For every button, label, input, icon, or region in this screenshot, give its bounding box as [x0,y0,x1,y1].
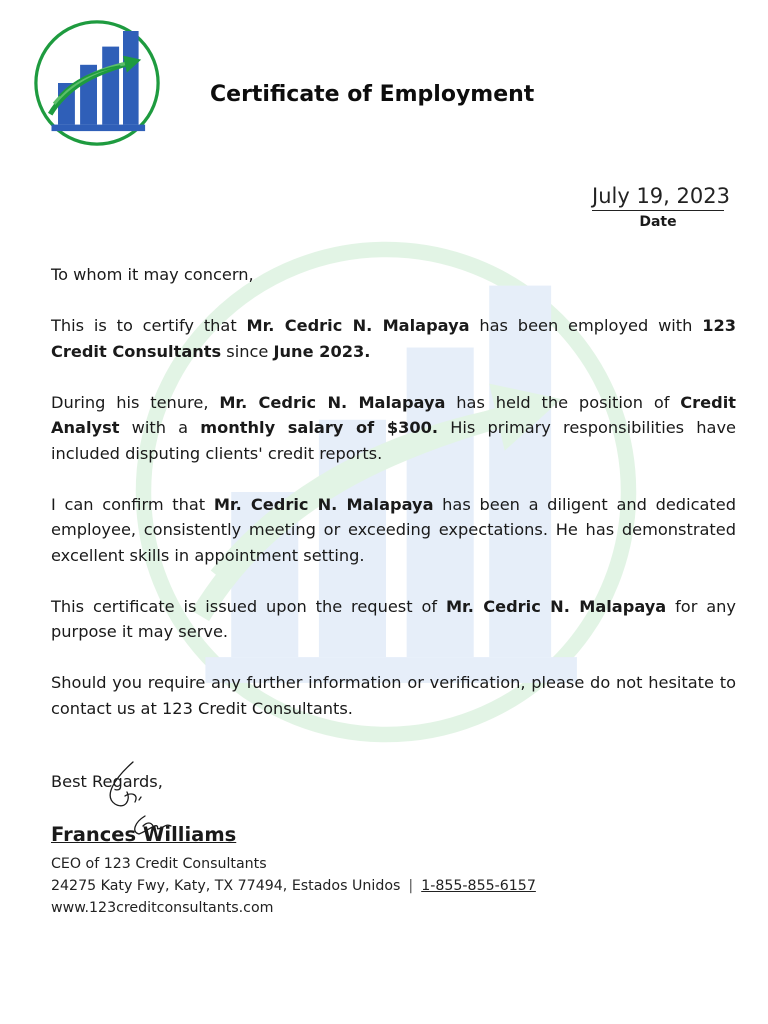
bold-text: Credit Analyst [51,392,736,437]
signatory-role: CEO of 123 Credit Consultants [51,856,267,872]
bold-text: monthly salary of $300. [200,418,439,437]
text-run: Should you require any further information or verification, please do not hesitate to contact us at 123 Credit Consultants. [51,673,736,718]
date-label: Date [639,214,677,230]
text-run: I can confirm that [51,494,214,514]
text-run: since [221,341,274,361]
text-run: His primary responsibilities have included disputing clients' credit reports. [51,418,737,463]
letter-paragraphs [51,313,736,721]
closing: Best Regards, [51,772,163,791]
text-run: for any purpose it may serve. [51,596,736,641]
date-value: July 19, 2023 [592,184,730,208]
paragraph-3 [51,492,736,569]
date-underline [592,210,724,211]
letter-body [51,262,736,747]
contact-line [51,875,536,897]
paragraph-1 [51,313,736,364]
signatory-details [51,853,536,919]
bold-text: 123 Credit Consultants [51,316,737,361]
paragraph-5 [51,670,736,721]
website-link[interactable]: www.123creditconsultants.com [51,900,274,916]
company-logo-icon [28,18,166,148]
bold-text: Mr. Cedric N. Malapaya [213,494,434,514]
text-run: During his tenure, [51,392,220,412]
separator: | [408,878,414,894]
paragraph-4 [51,594,736,645]
text-run: with a [119,418,201,437]
bold-text: Mr. Cedric N. Malapaya [445,596,667,616]
text-run: has held the position of [445,392,681,412]
text-run: This certificate is issued upon the request of [51,596,446,616]
bold-text: Mr. Cedric N. Malapaya [246,316,470,335]
salutation: To whom it may concern, [51,265,254,284]
text-run: This is to certify that [51,316,247,335]
document-title: Certificate of Employment [210,82,535,107]
bold-text: June 2023. [273,341,371,361]
date-block [592,184,730,230]
paragraph-2 [51,390,736,467]
bold-text: Mr. Cedric N. Malapaya [219,392,446,412]
text-run: has been employed with [469,316,703,335]
company-address: 24275 Katy Fwy, Katy, TX 77494, Estados Unidos [51,878,401,894]
phone-link[interactable]: 1-855-855-6157 [421,878,536,894]
signatory-name: Frances Williams [51,823,237,846]
text-run: has been a diligent and dedicated employee, consistently meeting or exceeding expectations. He has demonstrated excellent skills in appointment setting. [51,494,736,565]
